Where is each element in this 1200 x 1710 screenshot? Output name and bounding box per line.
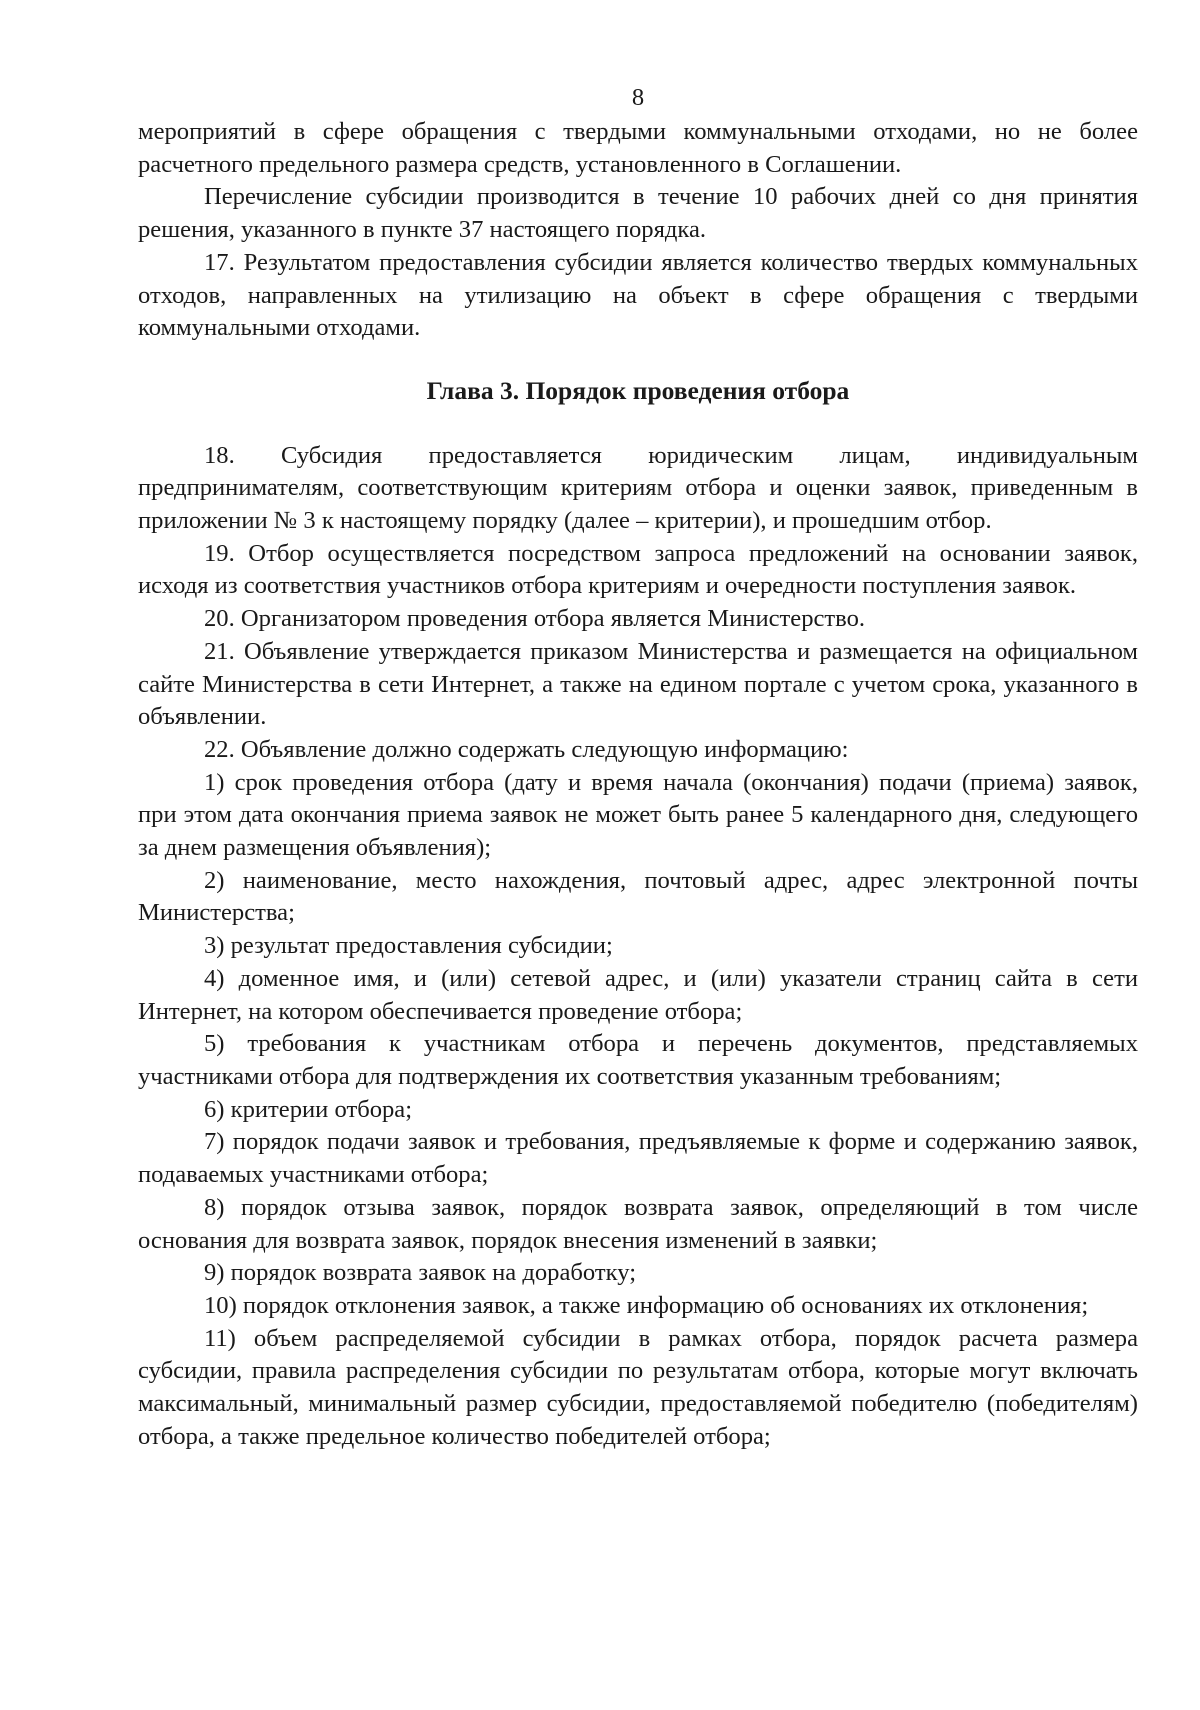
list-item-2: 2) наименование, место нахождения, почтовый адрес, адрес электронной почты Министерства; <box>138 866 1138 927</box>
list-item-9: 9) порядок возврата заявок на доработку; <box>204 1259 637 1287</box>
list-item-3: 3) результат предоставления субсидии; <box>204 932 613 960</box>
paragraph-18: 18. Субсидия предоставляется юридическим лицам, индивидуальным предпринимателям, соответствующим критериям отбора и оценки заявок, приведенным в приложении № 3 к настоящему порядку (далее – критерии), и прошедшим отбор. <box>138 441 1138 535</box>
list-item-6: 6) критерии отбора; <box>204 1095 413 1123</box>
chapter-body <box>138 440 1138 1454</box>
paragraph-20: 20. Организатором проведения отбора является Министерство. <box>204 605 866 633</box>
list-item-8: 8) порядок отзыва заявок, порядок возврата заявок, определяющий в том числе основания для возврата заявок, порядок внесения изменений в заявки; <box>138 1193 1138 1254</box>
list-item-7: 7) порядок подачи заявок и требования, предъявляемые к форме и содержанию заявок, подаваемых участниками отбора; <box>138 1128 1138 1189</box>
paragraph-21: 21. Объявление утверждается приказом Министерства и размещается на официальном сайте Министерства в сети Интернет, а также на едином портале с учетом срока, указанного в объявлении. <box>138 637 1138 731</box>
list-item-5: 5) требования к участникам отбора и перечень документов, представляемых участниками отбора для подтверждения их соответствия указанным требованиям; <box>138 1030 1138 1090</box>
page-number: 8 <box>631 84 645 111</box>
paragraph-transfer: Перечисление субсидии производится в течение 10 рабочих дней со дня принятия решения, указанного в пункте 37 настоящего порядка. <box>138 183 1138 244</box>
document-page <box>138 82 1138 1453</box>
chapter-title: Глава 3. Порядок проведения отбора <box>426 375 850 405</box>
list-item-10: 10) порядок отклонения заявок, а также информацию об основаниях их отклонения; <box>204 1291 1089 1319</box>
list-item-4: 4) доменное имя, и (или) сетевой адрес, и (или) указатели страниц сайта в сети Интернет, на котором обеспечивается проведение отбора; <box>138 964 1138 1025</box>
paragraph-continuation: мероприятий в сфере обращения с твердыми коммунальными отходами, но не более расчетного предельного размера средств, установленного в Соглашении. <box>138 118 1138 178</box>
list-item-11: 11) объем распределяемой субсидии в рамках отбора, порядок расчета размера субсидии, правила распределения субсидии по результатам отбора, которые могут включать максимальный, минимальный размер субсидии, предоставляемой победителю (победителям) отбора, а также предельное количество победителей отбора; <box>138 1324 1138 1450</box>
paragraph-19: 19. Отбор осуществляется посредством запроса предложений на основании заявок, исходя из соответствия участников отбора критериям и очередности поступления заявок. <box>138 539 1138 600</box>
paragraph-22: 22. Объявление должно содержать следующую информацию: <box>204 735 849 763</box>
intro-section <box>138 116 1138 345</box>
paragraph-17: 17. Результатом предоставления субсидии является количество твердых коммунальных отходов, направленных на утилизацию на объект в сфере обращения с твердыми коммунальными отходами. <box>138 248 1138 342</box>
list-item-1: 1) срок проведения отбора (дату и время начала (окончания) подачи (приема) заявок, при этом дата окончания приема заявок не может быть ранее 5 календарного дня, следующего за днем размещения объявления); <box>138 768 1138 862</box>
